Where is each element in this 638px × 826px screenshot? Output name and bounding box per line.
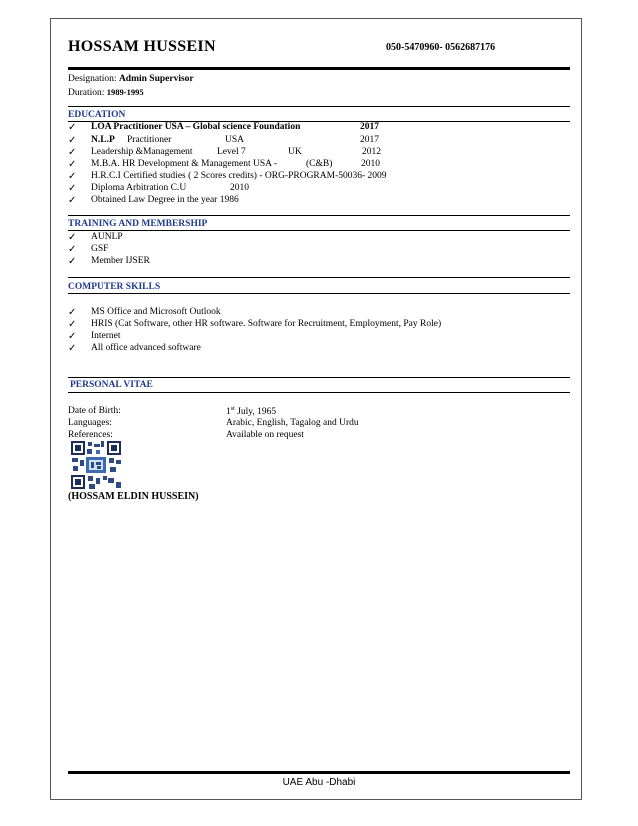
duration-line: Duration: 1989-1995 <box>68 87 144 98</box>
education-top-rule <box>68 106 570 107</box>
education-country: UK <box>288 147 302 157</box>
computer-top-rule <box>68 277 570 278</box>
personal-bottom-rule <box>68 392 570 393</box>
training-top-rule <box>68 215 570 216</box>
education-detail: (C&B) <box>306 159 333 169</box>
computer-item: HRIS (Cat Software, other HR software. Software for Recruitment, Employment, Pay Role) <box>91 319 442 329</box>
personal-title: PERSONAL VITAE <box>70 380 153 390</box>
dob-label: Date of Birth: <box>68 406 121 416</box>
education-detail: Practitioner <box>127 135 172 145</box>
check-icon: ✓ <box>68 147 77 158</box>
check-icon: ✓ <box>68 331 77 342</box>
education-year: 2017 <box>360 122 379 132</box>
signature-name: (HOSSAM ELDIN HUSSEIN) <box>68 491 199 502</box>
computer-item: MS Office and Microsoft Outlook <box>91 307 221 317</box>
check-icon: ✓ <box>68 159 77 170</box>
check-icon: ✓ <box>68 343 77 354</box>
education-title: EDUCATION <box>68 110 126 120</box>
references-value: Available on request <box>226 430 304 440</box>
designation-line: Designation: Admin Supervisor <box>68 74 194 84</box>
check-icon: ✓ <box>68 307 77 318</box>
check-icon: ✓ <box>68 256 77 267</box>
phone-numbers: 050-5470960- 0562687176 <box>386 42 496 53</box>
check-icon: ✓ <box>68 232 77 243</box>
education-item: Diploma Arbitration C.U <box>91 183 187 193</box>
languages-label: Languages: <box>68 418 112 428</box>
computer-item: Internet <box>91 331 121 341</box>
check-icon: ✓ <box>68 319 77 330</box>
check-icon: ✓ <box>68 171 77 182</box>
education-item: LOA Practitioner USA – Global science Foundation <box>91 122 301 132</box>
education-year: 2010 <box>361 159 380 169</box>
check-icon: ✓ <box>68 122 77 133</box>
computer-title: COMPUTER SKILLS <box>68 282 161 292</box>
education-year: 2010 <box>230 183 249 193</box>
check-icon: ✓ <box>68 135 77 146</box>
training-bottom-rule <box>68 230 570 231</box>
education-item: Obtained Law Degree in the year 1986 <box>91 195 239 205</box>
check-icon: ✓ <box>68 195 77 206</box>
check-icon: ✓ <box>68 183 77 194</box>
education-country: USA <box>225 135 245 145</box>
header-rule <box>68 67 570 70</box>
education-item: Leadership &Management <box>91 147 193 157</box>
education-year: 2017 <box>360 135 379 145</box>
computer-item: All office advanced software <box>91 343 201 353</box>
computer-bottom-rule <box>68 293 570 294</box>
footer-location: UAE Abu -Dhabi <box>282 777 356 788</box>
languages-value: Arabic, English, Tagalog and Urdu <box>226 418 359 428</box>
references-label: References: <box>68 430 113 440</box>
education-item: N.L.P <box>91 135 115 145</box>
qr-code-icon <box>70 440 122 490</box>
dob-value: 1st July, 1965 <box>226 406 277 418</box>
training-item: AUNLP <box>91 232 123 242</box>
education-detail: Level 7 <box>217 147 246 157</box>
training-title: TRAINING AND MEMBERSHIP <box>68 219 208 229</box>
footer-rule <box>68 771 570 774</box>
check-icon: ✓ <box>68 244 77 255</box>
candidate-name: HOSSAM HUSSEIN <box>68 38 216 55</box>
education-item: H.R.C.I Certified studies ( 2 Scores credits) - ORG-PROGRAM-50036- 2009 <box>91 171 387 181</box>
training-item: Member IJSER <box>91 256 150 266</box>
education-item: M.B.A. HR Development & Management USA - <box>91 159 278 169</box>
education-year: 2012 <box>362 147 381 157</box>
personal-top-rule <box>68 377 570 378</box>
training-item: GSF <box>91 244 109 254</box>
